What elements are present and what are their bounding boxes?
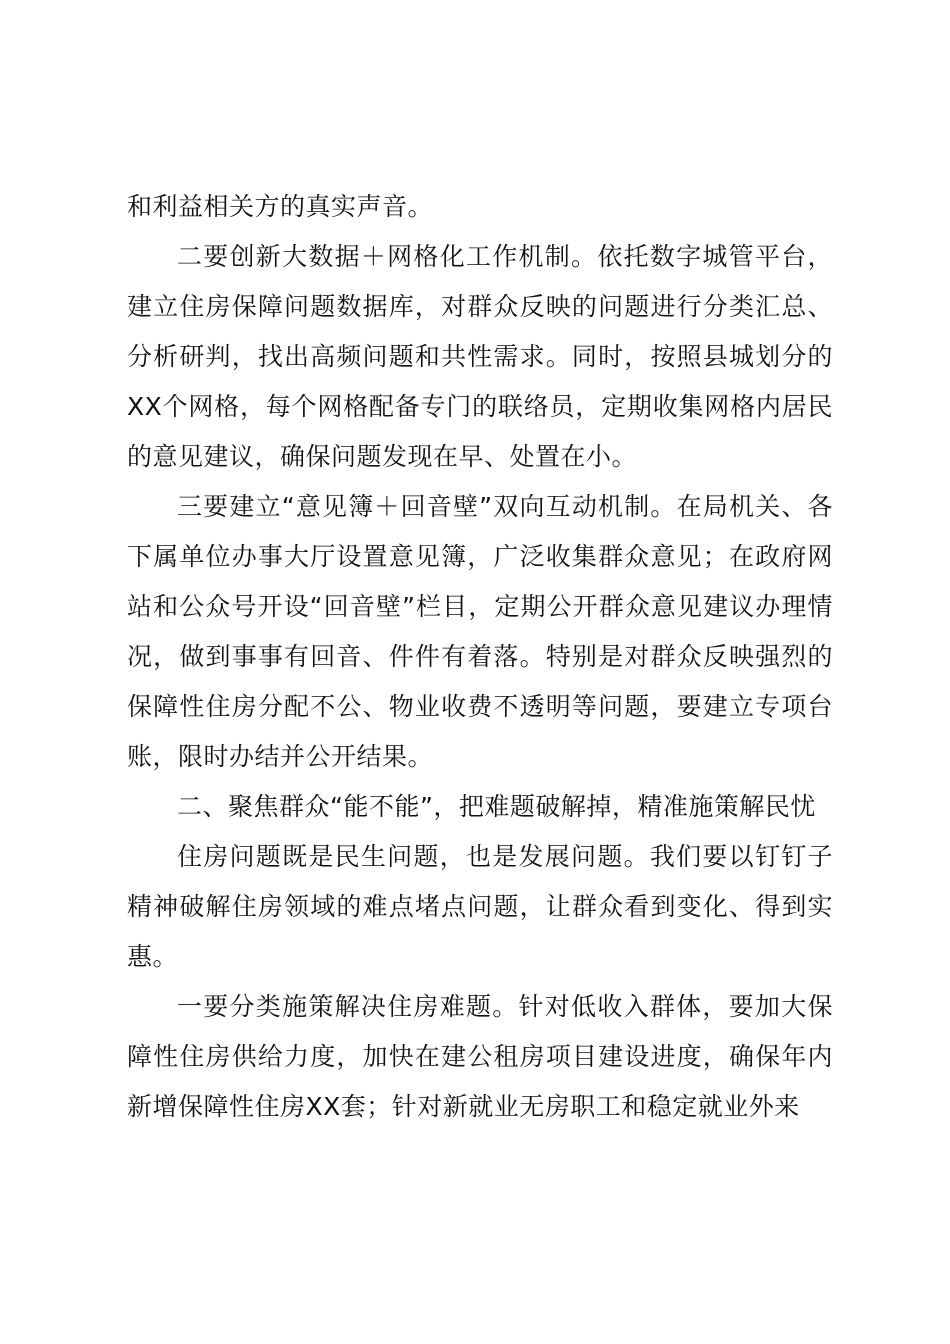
paragraph-big-data-grid: 二要创新大数据＋网格化工作机制。依托数字城管平台，建立住房保障问题数据库，对群众反映的问题进行分类汇总、分析研判，找出高频问题和共性需求。同时，按照县城划分的XX个网格，每个网格配备专门的联络员，定期收集网格内居民的意见建议，确保问题发现在早、处置在小。 [127,242,833,471]
section-heading-2: 二、聚焦群众“能不能”，把难题破解掉，精准施策解民忧 [177,792,816,821]
paragraph-housing-intro: 住房问题既是民生问题，也是发展问题。我们要以钉钉子精神破解住房领域的难点堵点问题，让群众看到变化、得到实惠。 [127,842,833,971]
paragraph-feedback-wall: 三要建立“意见簿＋回音壁”双向互动机制。在局机关、各下属单位办事大厅设置意见簿，广泛收集群众意见；在政府网站和公众号开设“回音壁”栏目，定期公开群众意见建议办理情况，做到事事有回音、件件有着落。特别是对群众反映强烈的保障性住房分配不公、物业收费不透明等问题，要建立专项台账，限时办结并公开结果。 [127,492,833,771]
paragraph-classified-policies: 一要分类施策解决住房难题。针对低收入群体，要加大保障性住房供给力度，加快在建公租房项目建设进度，确保年内新增保障性住房XX套；针对新就业无房职工和稳定就业外来 [127,992,833,1121]
paragraph-continuation: 和利益相关方的真实声音。 [127,192,434,221]
document-body [127,182,833,1132]
